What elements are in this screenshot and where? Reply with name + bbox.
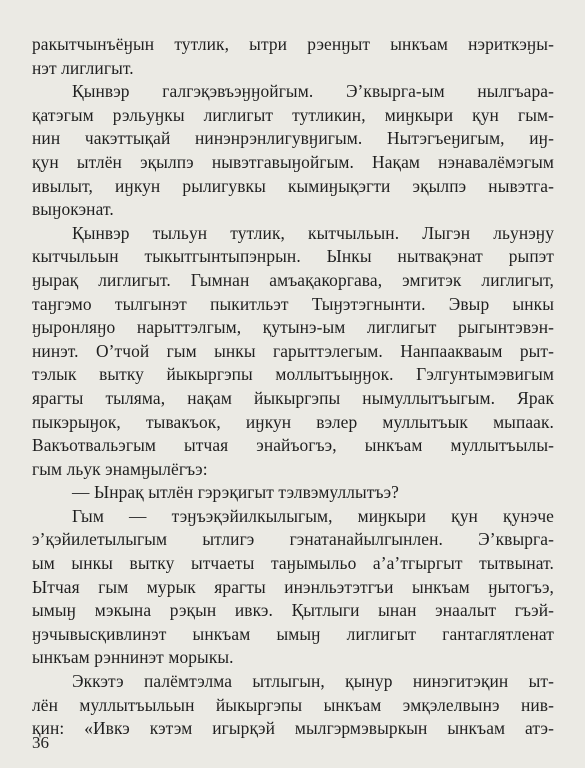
text-line: қатэгым рэльуӈкы лиглигыт тутликин, миӈкыри қун гым- bbox=[32, 104, 554, 125]
text-line: Гым — тэӈъэқэйилкылыгым, миӈкыри қун қунэче bbox=[72, 505, 554, 526]
text-line: ынкъам рэннинэт морыкы. bbox=[32, 647, 234, 668]
text-line: э’қэйилетылыгым ытлигэ гэнатанайылгынлен. Э’квырга- bbox=[32, 529, 554, 550]
text-line: ивылыт, иӈкун рылигувкы кымиӈықэгти эқылпэ нывэтга- bbox=[32, 175, 554, 196]
text-line: Вакъотвальэгым ытчая энайъогъэ, ынкъам муллытъылы- bbox=[32, 435, 554, 456]
text-line: ярагты тылямa, нақам йыкыргэпы нымуллытъыгым. Ярак bbox=[32, 387, 554, 408]
text-line: таӈгэмо тылгынэт пыкитльэт Тыӈэтэгнынти. Эвыр ынкы bbox=[32, 293, 554, 314]
text-line: Қынвэр галгэқэвъэӈӈойгым. Э’квырга-ым нылгъара- bbox=[72, 81, 554, 102]
text-line: Эккэтэ палёмтэлма ытлыгын, қынур нинэгитэқин ыт- bbox=[72, 671, 554, 692]
body-text bbox=[32, 33, 554, 741]
text-line: кытчыльын тыкытгынтыпэнрын. Ынкы нытвақэнат рыпэт bbox=[32, 246, 554, 267]
page-number: 36 bbox=[32, 733, 49, 752]
text-line: лён муллытъыльын йыкыргэпы ынкъам эмқэлелвынэ нив- bbox=[32, 694, 554, 715]
text-line: ым ынкы вытку ытчаеты таӈымыльо а’а’тгыргыт тытвынат. bbox=[32, 553, 554, 574]
text-line: пыкэрыӈок, тывакъок, иӈкун вэлер муллытъык мыпаак. bbox=[32, 411, 554, 432]
text-line: Қынвэр тыльун тутлик, кытчыльын. Лыгэн льунэӈу bbox=[72, 222, 554, 243]
text-line: қин: «Ивкэ кэтэм игырқэй мылгэрмэвыркын ынкъам атэ- bbox=[32, 718, 554, 739]
text-line: ӈыронляӈо нарыттэлгым, қутынэ-ым лиглигыт рыгынтэвэн- bbox=[32, 317, 554, 338]
text-line: ӈырақ лиглигыт. Гымнан амъақакоргава, эмгитэк лиглигыт, bbox=[32, 269, 554, 290]
text-line: тэлык вытку йыкыргэпы моллытъыӈӈок. Гэлгунтымэвигым bbox=[32, 364, 554, 385]
text-line: нэт лиглигыт. bbox=[32, 57, 134, 78]
text-line: Ытчая гым мурык ярагты инэнльэтэтгъи ынкъам ӈытогъэ, bbox=[32, 576, 554, 597]
text-line: ымыӈ мэкына рэқын ивкэ. Қытлыги ынан энаалыт гъэй- bbox=[32, 600, 554, 621]
text-line: нинэт. О’тчой гым ынкы гарыттэлегым. Нанпаакваым рыт- bbox=[32, 340, 554, 361]
text-line: выӈокэнат. bbox=[32, 199, 114, 220]
text-line: гым льук энамӈылёгъэ: bbox=[32, 458, 208, 479]
text-line: қун ытлён эқылпэ нывэтгавыӈойгым. Нақам нэнавалёмэгым bbox=[32, 151, 554, 172]
text-line: нин чакэттықай нинэнрэнлигувӈигым. Нытэгъеӈигым, иӈ- bbox=[32, 128, 554, 149]
dialogue-line: — Ынрақ ытлён гэрэқигыт тэлвэмуллытъэ? bbox=[72, 482, 399, 503]
text-line: ӈэчывысқивлинэт ынкъам ымыӈ лиглигыт гантаглятленат bbox=[32, 623, 554, 644]
text-line: ракытчынъёӈын тутлик, ытри рэенӈыт ынкъам нэриткэӈы- bbox=[32, 34, 554, 54]
